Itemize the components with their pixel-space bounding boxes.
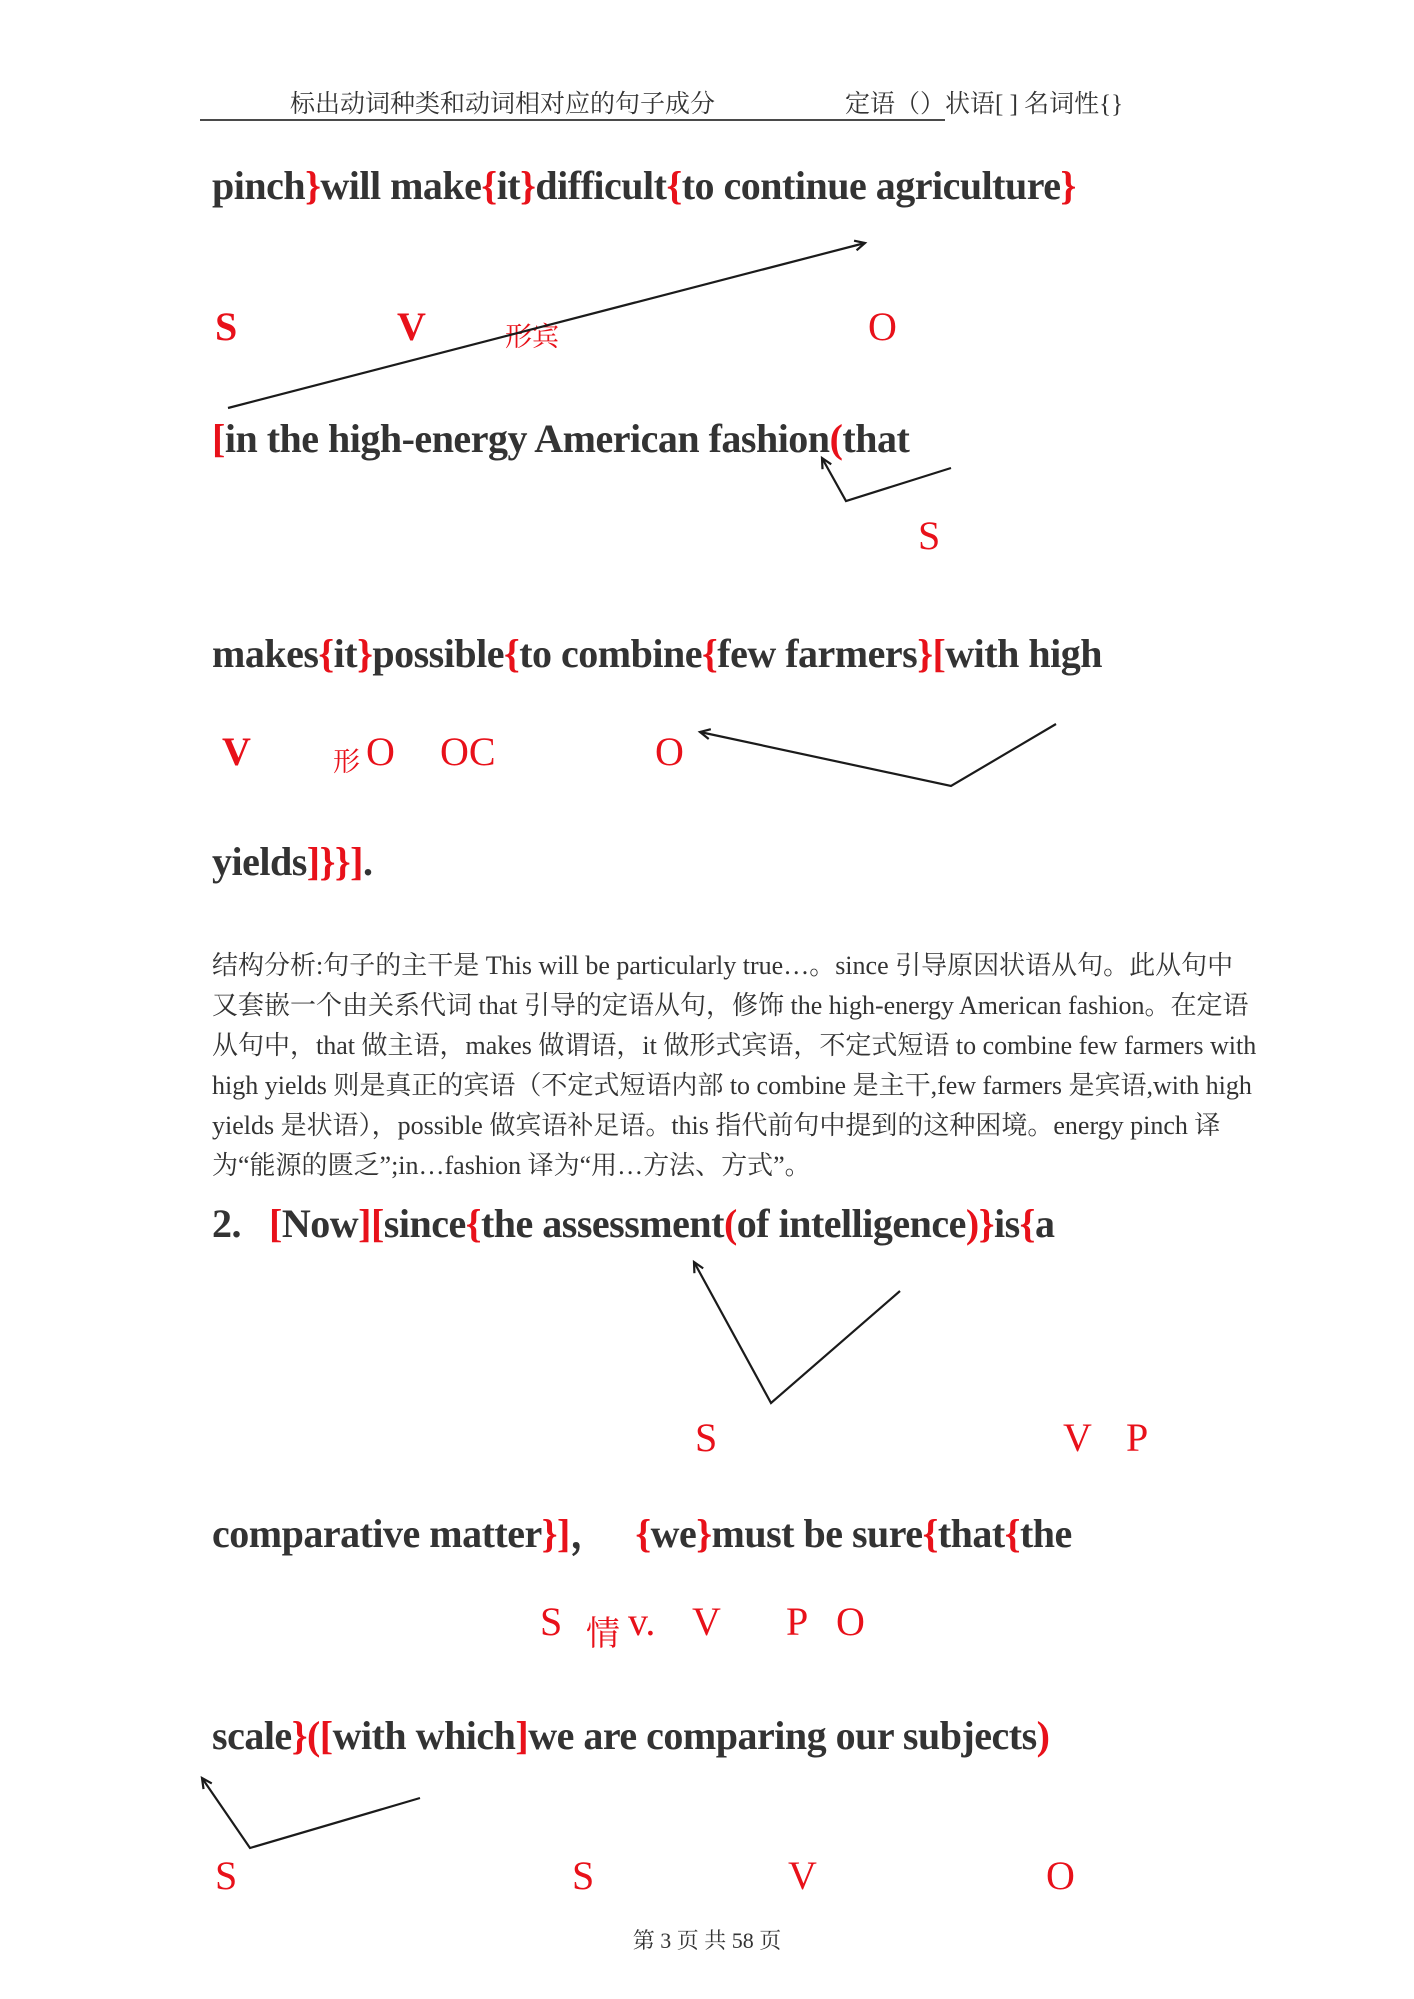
- annotation-verb-label: V: [1063, 1415, 1092, 1460]
- annotation-object-label: O: [366, 729, 395, 774]
- sentence-line-2: [in the high-energy American fashion(that: [212, 416, 910, 461]
- arrow-to-fashion-subject: [822, 458, 951, 501]
- header-underline: [200, 119, 945, 121]
- sentence-line-7: scale}([with which]we are comparing our subjects): [212, 1713, 1050, 1758]
- analysis-line-3: 从句中，that 做主语，makes 做谓语，it 做形式宾语，不定式短语 to combine few farmers with: [212, 1031, 1257, 1060]
- analysis-line-4: high yields 则是真正的宾语（不定式短语内部 to combine 是主干,few farmers 是宾语,with high: [212, 1071, 1252, 1100]
- analysis-line-6: 为“能源的匮乏”;in…fashion 译为“用…方法、方式”。: [212, 1151, 811, 1180]
- sentence-line-3: makes{it}possible{to combine{few farmers}[with high: [212, 631, 1102, 676]
- header-left-title: 标出动词种类和动词相对应的句子成分: [290, 91, 716, 118]
- annotation-object-label: O: [836, 1599, 865, 1644]
- annotation-formal-object-label: 形宾: [505, 322, 559, 352]
- annotation-subject-label: S: [918, 513, 941, 558]
- annotation-modal-verb-label: v.: [628, 1599, 656, 1644]
- sentence-line-4: yields]}}].: [212, 839, 373, 884]
- arrow-to-combine: [700, 724, 1056, 786]
- annotation-verb-label: V: [397, 304, 426, 349]
- annotation-subject-label: S: [695, 1415, 718, 1460]
- annotation-verb-label: V: [222, 729, 251, 774]
- analysis-line-1: 结构分析:句子的主干是 This will be particularly true…。since 引导原因状语从句。此从句中: [212, 951, 1234, 980]
- annotation-object-label: O: [1046, 1853, 1075, 1898]
- page-number: 第 3 页 共 58 页: [632, 1928, 782, 1953]
- sentence-line-6: comparative matter}]， {we}must be sure{that{the: [212, 1511, 1072, 1556]
- annotation-object-label: O: [655, 729, 684, 774]
- arrow-to-scale-subject: [202, 1778, 420, 1848]
- analysis-line-5: yields 是状语），possible 做宾语补足语。this 指代前句中提到的这种困境。energy pinch 译: [212, 1111, 1221, 1140]
- annotation-subject-label: S: [572, 1853, 595, 1898]
- arrow-to-assessment-subject: [694, 1262, 900, 1403]
- sentence-line-5: 2. [Now][since{the assessment(of intelligence)}is{a: [212, 1201, 1055, 1246]
- annotation-verb-label: V: [692, 1599, 721, 1644]
- annotation-verb-label: V: [788, 1853, 817, 1898]
- header-right-legend: 定语（）状语[ ] 名词性{}: [845, 91, 1124, 118]
- annotation-object-complement-label: OC: [440, 729, 496, 774]
- sentence-line-1: pinch}will make{it}difficult{to continue agriculture}: [212, 163, 1076, 208]
- annotation-object-label: O: [868, 304, 897, 349]
- annotation-predicative-label: P: [786, 1599, 809, 1644]
- annotation-modal-label: 情: [586, 1616, 620, 1653]
- annotation-subject-label: S: [215, 304, 238, 349]
- annotation-subject-label: S: [215, 1853, 238, 1898]
- annotation-formal-label: 形: [333, 747, 360, 777]
- analysis-paragraph: [212, 946, 1257, 1186]
- annotation-predicative-label: P: [1126, 1415, 1149, 1460]
- analysis-line-2: 又套嵌一个由关系代词 that 引导的定语从句，修饰 the high-energy American fashion。在定语: [212, 991, 1249, 1020]
- annotation-subject-label: S: [540, 1599, 563, 1644]
